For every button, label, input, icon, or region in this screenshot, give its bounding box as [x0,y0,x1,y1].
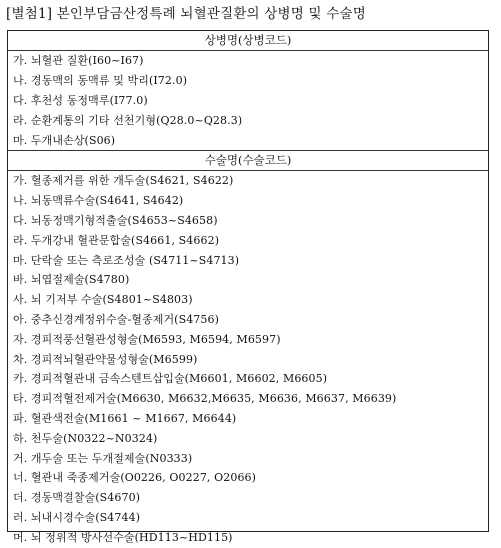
list-item: 머. 뇌 정위적 방사선수술(HD113~HD115) [13,530,233,544]
document-title: [별첨1] 본인부담금산정특례 뇌혈관질환의 상병명 및 수술명 [6,6,366,22]
list-item: 나. 뇌동맥류수술(S4641, S4642) [13,194,184,208]
list-item: 차. 경피적뇌혈관약물성형술(M6599) [13,352,198,366]
list-item: 거. 개두술 또는 두개절제술(N0333) [13,451,193,465]
list-item: 라. 두개강내 혈관문합술(S4661, S4662) [13,233,220,247]
list-item: 나. 경동맥의 동맥류 및 박리(I72.0) [13,73,188,87]
list-item: 러. 뇌내시경수술(S4744) [13,511,141,524]
list-item: 카. 경피적혈관내 금속스텐트삽입술(M6601, M6602, M6605) [13,372,328,386]
list-item: 다. 후천성 동정맥루(I77.0) [13,93,148,107]
list-item: 너. 혈관내 죽종제거술(O0226, O0227, O2066) [13,471,257,485]
disease-surgery-table [7,30,489,544]
surgery-section-header: 수술명(수술코드) [8,150,488,171]
list-item: 타. 경피적혈전제거술(M6630, M6632,M6635, M6636, M6637, M6639) [13,392,397,406]
list-item: 사. 뇌 기저부 수술(S4801~S4803) [13,293,193,307]
list-item: 다. 뇌동정맥기형적출술(S4653~S4658) [13,214,218,228]
disease-list [8,51,488,150]
list-item: 하. 천두술(N0322~N0324) [13,431,158,445]
list-item: 라. 순환계통의 기타 선천기형(Q28.0~Q28.3) [13,113,243,127]
list-item: 마. 단락술 또는 측로조성술 (S4711~S4713) [13,253,240,267]
disease-section-header: 상병명(상병코드) [8,31,488,51]
list-item: 가. 뇌혈관 질환(I60~I67) [13,54,144,67]
list-item: 파. 혈관색전술(M1661 ~ M1667, M6644) [13,412,237,426]
list-item: 마. 두개내손상(S06) [13,133,116,147]
list-item: 가. 혈종제거를 위한 개두술(S4621, S4622) [13,174,234,188]
list-item: 아. 중추신경계정위수술-혈종제거(S4756) [13,313,219,327]
surgery-list [8,171,488,547]
list-item: 더. 경동맥결찰술(S4670) [13,491,141,505]
list-item: 바. 뇌엽절제술(S4780) [13,273,130,287]
list-item: 자. 경피적풍선혈관성형술(M6593, M6594, M6597) [13,332,281,346]
